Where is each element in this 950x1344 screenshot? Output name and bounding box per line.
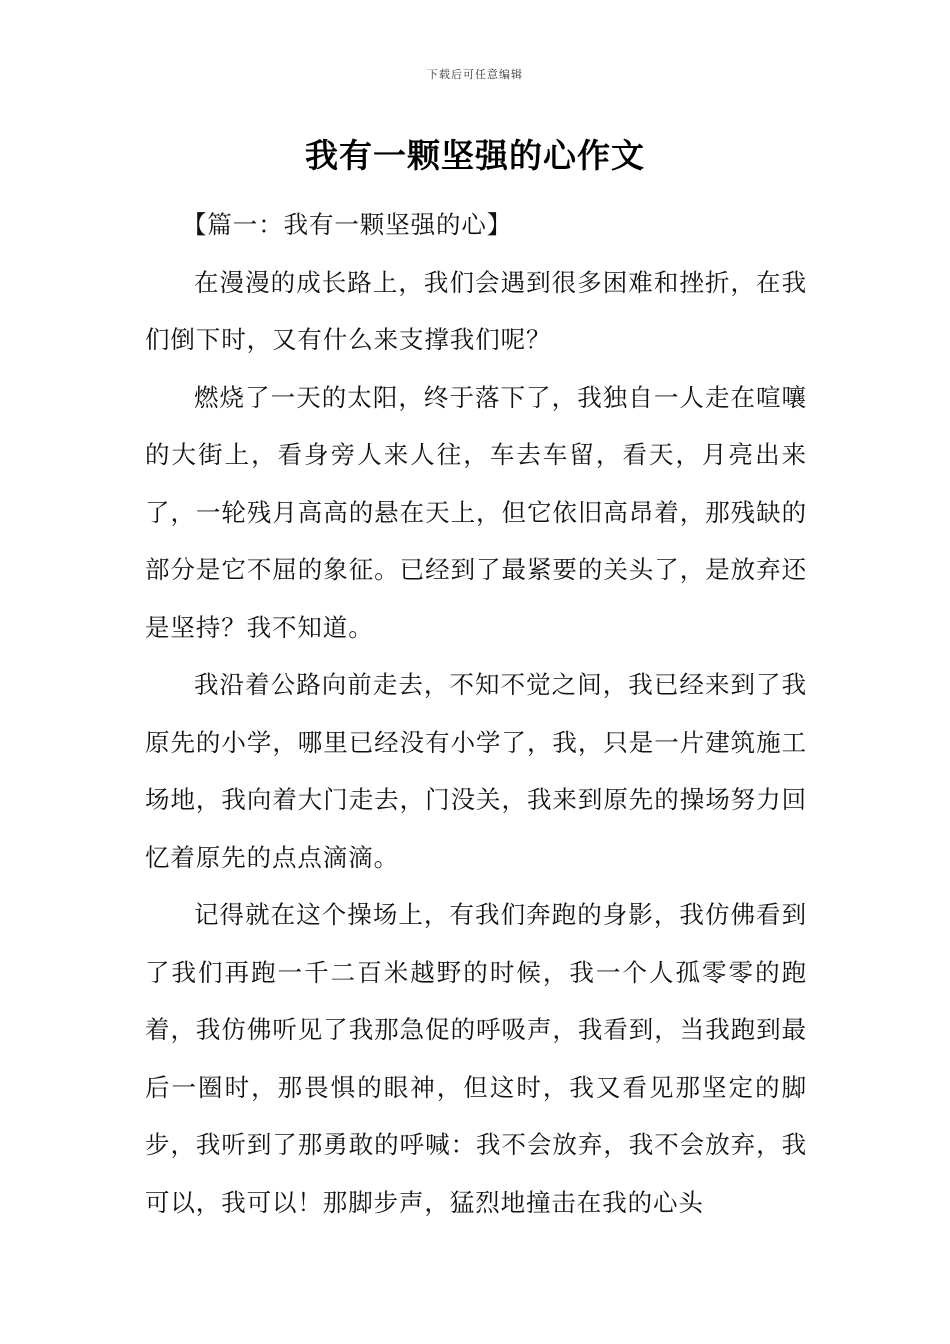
paragraph: 记得就在这个操场上，有我们奔跑的身影，我仿佛看到了我们再跑一千二百米越野的时候，我一个人孤零零的跑着，我仿佛听见了我那急促的呼吸声，我看到，当我跑到最后一圈时，那畏惧的眼神，但这时，我又看见那坚定的脚步，我听到了那勇敢的呼喊：我不会放弃，我不会放弃，我可以，我可以！那脚步声，猛烈地撞击在我的心头	[145, 900, 807, 1217]
paragraph: 燃烧了一天的太阳，终于落下了，我独自一人走在喧嚷的大街上，看身旁人来人往，车去车留，看天，月亮出来了，一轮残月高高的悬在天上，但它依旧高昂着，那残缺的部分是它不屈的象征。已经到了最紧要的关头了，是放弃还是坚持？我不知道。	[145, 382, 807, 642]
header-note: 下载后可任意编辑	[427, 68, 523, 81]
section-heading: 【篇一：我有一颗坚强的心】	[182, 210, 513, 239]
document-title: 我有一颗坚强的心作文	[305, 136, 645, 175]
paragraph: 在漫漫的成长路上，我们会遇到很多困难和挫折，在我们倒下时，又有什么来支撑我们呢？	[145, 267, 807, 354]
paragraph: 我沿着公路向前走去，不知不觉之间，我已经来到了我原先的小学，哪里已经没有小学了，我，只是一片建筑施工场地，我向着大门走去，门没关，我来到原先的操场努力回忆着原先的点点滴滴。	[145, 670, 807, 872]
document-body	[145, 196, 807, 1231]
